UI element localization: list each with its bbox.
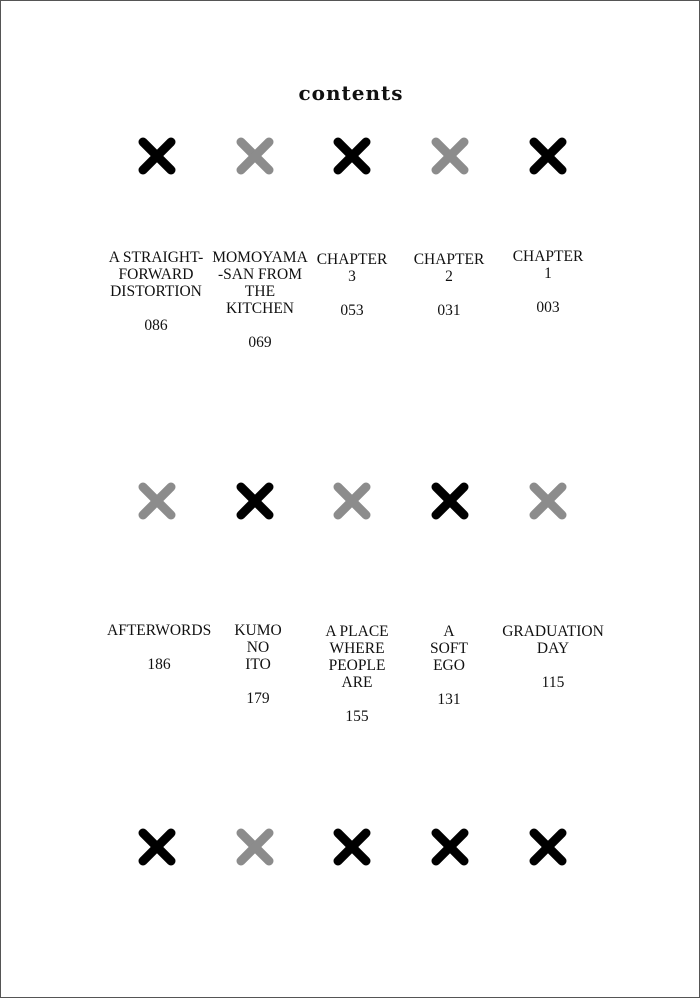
x-mark-icon [526, 479, 570, 523]
entry-page: 131 [437, 691, 461, 708]
x-mark-icon [135, 825, 179, 869]
x-mark-icon [428, 479, 472, 523]
x-mark-icon [233, 479, 277, 523]
x-mark-icon [330, 134, 374, 178]
x-mark-icon [330, 479, 374, 523]
entry-page: 053 [340, 302, 364, 319]
toc-entry[interactable] [104, 249, 208, 334]
toc-entry[interactable] [305, 623, 409, 725]
entry-page: 155 [345, 708, 369, 725]
toc-entry[interactable] [107, 622, 211, 673]
toc-entry[interactable] [397, 623, 501, 708]
toc-entry[interactable] [501, 623, 605, 691]
entry-title: AFTERWORDS [107, 622, 212, 639]
entry-page: 003 [536, 299, 560, 316]
entry-title: A PLACE WHERE PEOPLE ARE [325, 623, 389, 691]
entry-title: KUMO NO ITO [234, 622, 282, 673]
entry-page: 115 [541, 674, 565, 691]
toc-entry[interactable] [300, 251, 404, 319]
entry-title: A SOFT EGO [430, 623, 468, 674]
entry-title: MOMOYAMA -SAN FROM THE KITCHEN [212, 249, 308, 317]
page-title: contents [298, 81, 404, 105]
entry-page: 069 [248, 334, 272, 351]
x-mark-icon [233, 825, 277, 869]
entry-page: 031 [437, 302, 461, 319]
x-mark-icon [330, 825, 374, 869]
toc-entry[interactable] [496, 248, 600, 316]
mark-row-top [1, 134, 700, 180]
toc-entry[interactable] [208, 249, 312, 351]
entry-page: 186 [147, 656, 171, 673]
mark-row-bottom [1, 825, 700, 871]
x-mark-icon [428, 134, 472, 178]
x-mark-icon [135, 479, 179, 523]
entry-title: CHAPTER 3 [316, 251, 388, 285]
entry-page: 179 [246, 690, 270, 707]
x-mark-icon [135, 134, 179, 178]
mark-row-middle [1, 479, 700, 525]
toc-entry[interactable] [397, 251, 501, 319]
x-mark-icon [428, 825, 472, 869]
entry-title: GRADUATION DAY [502, 623, 604, 657]
entry-title: A STRAIGHT- FORWARD DISTORTION [108, 249, 204, 300]
toc-entry[interactable] [206, 622, 310, 707]
x-mark-icon [526, 134, 570, 178]
x-mark-icon [233, 134, 277, 178]
x-mark-icon [526, 825, 570, 869]
entry-title: CHAPTER 1 [512, 248, 584, 282]
entry-title: CHAPTER 2 [413, 251, 485, 285]
entry-page: 086 [144, 317, 168, 334]
